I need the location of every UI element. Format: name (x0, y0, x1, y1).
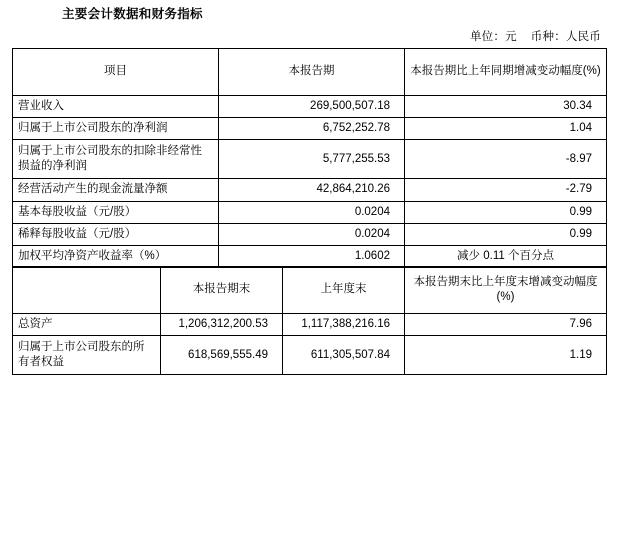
row-value-last-year-end: 611,305,507.84 (283, 336, 405, 375)
table-row (13, 96, 607, 118)
row-change: -8.97 (405, 140, 607, 179)
table-row (13, 118, 607, 140)
header-cell-change: 本报告期比上年同期增减变动幅度(%) (405, 49, 607, 96)
table-row (13, 140, 607, 179)
page-title: 主要会计数据和财务指标 (62, 7, 203, 21)
row-change: 0.99 (405, 201, 607, 223)
row-label: 归属于上市公司股东的所有者权益 (13, 336, 161, 375)
header-cell-last-year-end: 上年度末 (283, 267, 405, 314)
row-label: 总资产 (13, 314, 161, 336)
row-value: 0.0204 (219, 201, 405, 223)
financial-summary-table (12, 48, 607, 268)
unit-label: 单位：元 (469, 31, 517, 43)
row-value: 5,777,255.53 (219, 140, 405, 179)
row-change: 1.04 (405, 118, 607, 140)
table-row (13, 179, 607, 201)
row-change: 减少 0.11 个百分点 (405, 245, 607, 267)
header-cell-item-2 (13, 267, 161, 314)
row-value-last-year-end: 1,117,388,216.16 (283, 314, 405, 336)
row-value: 42,864,210.26 (219, 179, 405, 201)
header-cell-period-end: 本报告期末 (161, 267, 283, 314)
row-label: 加权平均净资产收益率（%） (13, 245, 219, 267)
row-label: 归属于上市公司股东的净利润 (13, 118, 219, 140)
row-change: 30.34 (405, 96, 607, 118)
header-cell-current-period: 本报告期 (219, 49, 405, 96)
unit-currency-line (470, 28, 601, 44)
row-change: 7.96 (405, 314, 607, 336)
row-value: 6,752,252.78 (219, 118, 405, 140)
table-header-row-1 (13, 49, 607, 96)
row-change: -2.79 (405, 179, 607, 201)
row-label: 营业收入 (13, 96, 219, 118)
row-change: 0.99 (405, 223, 607, 245)
table-row (13, 245, 607, 267)
table-row (13, 201, 607, 223)
row-value: 0.0204 (219, 223, 405, 245)
row-label: 稀释每股收益（元/股） (13, 223, 219, 245)
balance-summary-table (12, 266, 607, 375)
header-cell-item: 项目 (13, 49, 219, 96)
header-cell-change-2: 本报告期末比上年度末增减变动幅度(%) (405, 267, 607, 314)
row-label: 基本每股收益（元/股） (13, 201, 219, 223)
table-header-row-2 (13, 267, 607, 314)
row-value-period-end: 618,569,555.49 (161, 336, 283, 375)
table-row (13, 314, 607, 336)
table-row (13, 336, 607, 375)
table-row (13, 223, 607, 245)
row-label: 归属于上市公司股东的扣除非经常性损益的净利润 (13, 140, 219, 179)
currency-label: 币种：人民币 (530, 31, 601, 43)
row-value: 1.0602 (219, 245, 405, 267)
row-value-period-end: 1,206,312,200.53 (161, 314, 283, 336)
row-value: 269,500,507.18 (219, 96, 405, 118)
row-label: 经营活动产生的现金流量净额 (13, 179, 219, 201)
row-change: 1.19 (405, 336, 607, 375)
